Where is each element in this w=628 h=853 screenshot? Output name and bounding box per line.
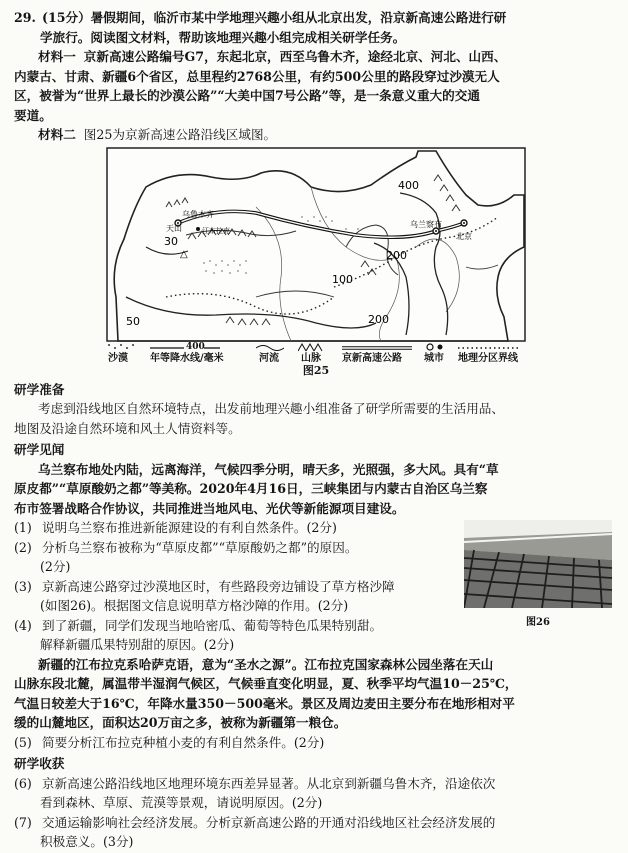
jb-line1: 新疆的江布拉克系哈萨克语，意为“圣水之源”。江布拉克国家森林公园坐落在天山 <box>38 656 494 672</box>
questions-with-photo <box>14 518 618 655</box>
map-label-100: 100 <box>332 272 353 286</box>
material1-label: 材料一 <box>38 49 76 64</box>
grass-checkerboard-photo <box>464 520 612 608</box>
legend-isohyet: 400 年等降水线/毫米 <box>150 341 224 364</box>
map-label-wulanchabu: 乌兰察布 <box>410 219 442 229</box>
map-label-30: 30 <box>164 234 178 248</box>
question-1: (1) 说明乌兰察布推进新能源建设的有利自然条件。(2分) <box>14 520 337 535</box>
figure26-caption: 图26 <box>526 616 550 628</box>
legend-highway: 京新高速公路 <box>342 342 412 352</box>
material1-line4: 要道。 <box>14 107 52 123</box>
question-5: (5) 简要分析江布拉克种植小麦的有利自然条件。(2分) <box>14 734 325 750</box>
question-2: (2) 分析乌兰察布被称为“草原皮都”“草原酸奶之都”的原因。 <box>14 539 358 555</box>
route-map <box>106 147 526 342</box>
observe-line1: 乌兰察布地处内陆，远离海洋，气候四季分明，晴天多，光照强，多大风。具有“草 <box>38 461 499 477</box>
jb-line2: 山脉东段北麓，属温带半湿润气候区，气候垂直变化明显，夏、秋季平均气温10－25℃， <box>14 676 518 691</box>
question-3-line2: (如图26)。根据图文信息说明草方格沙障的作用。(2分) <box>40 598 349 613</box>
mountain-icon <box>298 342 326 352</box>
legend-desert: 沙漠 <box>106 342 136 352</box>
desert-icon <box>106 342 136 352</box>
figure25-caption: 图25 <box>302 363 330 377</box>
question-7-line2: 积极意义。(3分) <box>40 834 134 849</box>
map-label-peak: △ <box>180 248 188 260</box>
question-header <box>14 8 618 28</box>
observe-title: 研学见闻 <box>14 442 65 457</box>
map-label-jiangbulake: 江布拉克 <box>202 226 230 235</box>
map-label-200a: 200 <box>386 248 407 262</box>
question-4: (4) 到了新疆，同学们发现当地哈密瓜、葡萄等特色瓜果特别甜。 <box>14 617 383 633</box>
material1-line1: 材料一 京新高速公路编号G7，东起北京，西至乌鲁木齐，途经北京、河北、山西、 <box>38 49 507 64</box>
river-icon <box>256 342 284 352</box>
question-intro-line1: (15分）暑假期间，临沂市某中学地理兴趣小组从北京出发，沿京新高速公路进行研 <box>42 10 507 25</box>
highway-icon <box>342 342 412 352</box>
harvest-title: 研学收获 <box>14 756 65 771</box>
observe-line2: 原皮都”“草原酸奶之都”等美称。2020年4月16日，三峡集团与内蒙古自治区乌兰察 <box>14 481 488 496</box>
legend-river: 河流 <box>256 342 284 352</box>
legend-mountain: 山脉 <box>298 342 326 352</box>
observe-line3: 布市签署战略合作协议，共同推进当地风电、光伏等新能源项目建设。 <box>14 500 405 516</box>
map-legend <box>106 342 526 364</box>
figure26 <box>458 518 618 655</box>
prep-line1: 考虑到沿线地区自然环境特点，出发前地理兴趣小组准备了研学所需要的生活用品、 <box>38 401 504 416</box>
jb-line3: 气温日较差大于16℃，年降水量350－500毫米。景区及周边麦田主要分布在地形相对平 <box>14 695 515 711</box>
city-icon <box>424 342 448 352</box>
jb-line4: 缓的山麓地区，面积达20万亩之多，被称为新疆第一粮仓。 <box>14 715 347 730</box>
question-number: 29. <box>14 10 36 25</box>
material2-label: 材料二 <box>38 127 76 142</box>
question-6-line2: 看到森林、草原、荒漠等景观，请说明原因。(2分) <box>40 795 323 810</box>
map-figure <box>106 147 526 342</box>
material1-line2: 内蒙古、甘肃、新疆6个省区，总里程约2768公里，有约500公里的路段穿过沙漠无人 <box>14 68 500 84</box>
prep-line2: 地图及沿途自然环境和风土人情资料等。 <box>14 420 241 436</box>
question-2-line2: (2分) <box>40 559 71 574</box>
prep-title: 研学准备 <box>14 381 65 397</box>
map-label-urumqi: 乌鲁木齐 <box>182 209 214 219</box>
map-label-400: 400 <box>398 178 419 192</box>
material2-line: 材料二 图25为京新高速公路沿线区域图。 <box>38 127 277 142</box>
exam-page <box>14 8 618 852</box>
question-4-line2: 解释新疆瓜果特别甜的原因。(2分) <box>40 637 235 652</box>
map-label-tianshan: 天山 <box>166 223 182 233</box>
map-label-beijing: 北京 <box>456 231 472 241</box>
question-intro-line2: 学旅行。阅读图文材料，帮助该地理兴趣小组完成相关研学任务。 <box>40 29 406 45</box>
map-label-50: 50 <box>126 314 140 328</box>
question-6: (6) 京新高速公路沿线地区地理环境东西差异显著。从北京到新疆乌鲁木齐，沿途依次 <box>14 775 496 791</box>
legend-boundary: 地理分区界线 <box>458 342 518 352</box>
boundary-icon <box>458 342 518 352</box>
question-3: (3) 京新高速公路穿过沙漠地区时，有些路段旁边铺设了草方格沙障 <box>14 578 395 594</box>
question-7: (7) 交通运输影响社会经济发展。分析京新高速公路的开通对沿线地区社会经济发展的 <box>14 814 496 830</box>
legend-city: 城市 <box>424 342 448 352</box>
material1-line3: 区，被誉为“世界上最长的沙漠公路”“大美中国7号公路”等，是一条意义重大的交通 <box>14 88 480 103</box>
map-label-200b: 200 <box>368 312 389 326</box>
